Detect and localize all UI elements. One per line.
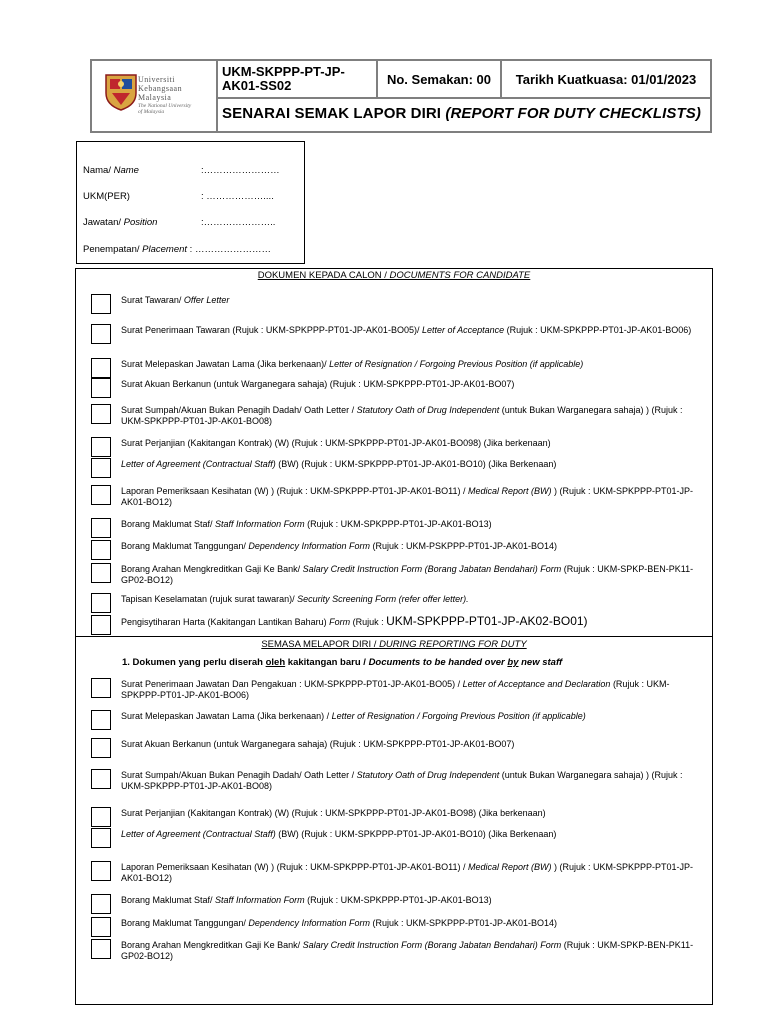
section-reporting-title: SEMASA MELAPOR DIRI / DURING REPORTING FOR DUTY bbox=[261, 639, 527, 650]
checkbox[interactable] bbox=[91, 437, 111, 457]
checkbox[interactable] bbox=[91, 828, 111, 848]
section-divider bbox=[76, 636, 712, 637]
title-malay: SENARAI SEMAK LAPOR DIRI bbox=[222, 105, 446, 122]
checkbox[interactable] bbox=[91, 378, 111, 398]
checklist-item-text: Letter of Agreement (Contractual Staff) (BW) (Rujuk : UKM-SPKPPP-PT01-JP-AK01-BO10) (Jika Berkenaan) bbox=[121, 829, 557, 839]
checklist-item-text: Surat Penerimaan Tawaran (Rujuk : UKM-SPKPPP-PT01-JP-AK01-BO05)/ Letter of Acceptance (Rujuk : UKM-SPKPPP-PT01-JP-AK01-BO06) bbox=[121, 325, 692, 335]
name-field[interactable]: :…………………… bbox=[201, 165, 280, 176]
checklist-item-text: Surat Melepaskan Jawatan Lama (Jika berkenaan) / Letter of Resignation / Forgoing Previous Position (if applicable) bbox=[121, 711, 586, 721]
checkbox[interactable] bbox=[91, 518, 111, 538]
checkbox[interactable] bbox=[91, 917, 111, 937]
checklist-item-text: Surat Perjanjian (Kakitangan Kontrak) (W) (Rujuk : UKM-SPKPPP-PT01-JP-AK01-BO098) (Jika berkenaan) bbox=[121, 438, 551, 448]
position-label: Jawatan/ Position bbox=[83, 217, 158, 228]
university-name: Universiti Kebangsaan Malaysia bbox=[138, 75, 183, 102]
checklist-item-text: Surat Perjanjian (Kakitangan Kontrak) (W) (Rujuk : UKM-SPKPPP-PT01-JP-AK01-BO98) (Jika berkenaan) bbox=[121, 808, 546, 818]
checklist-item-text: Borang Maklumat Tanggungan/ Dependency Information Form (Rujuk : UKM-SPKPPP-PT01-JP-AK01-BO14) bbox=[121, 918, 558, 928]
logo-cell bbox=[92, 61, 218, 131]
checklist-box bbox=[75, 268, 713, 1005]
checklist-item-text: Letter of Agreement (Contractual Staff) (BW) (Rujuk : UKM-SPKPPP-PT01-JP-AK01-BO10) (Jika Berkenaan) bbox=[121, 459, 557, 469]
title-english: (REPORT FOR DUTY CHECKLISTS) bbox=[445, 105, 701, 122]
checklist-item-text: Surat Akuan Berkanun (untuk Warganegara sahaja) (Rujuk : UKM-SPKPPP-PT01-JP-AK01-BO07) bbox=[121, 739, 515, 749]
checkbox[interactable] bbox=[91, 769, 111, 789]
checklist-item-text: Laporan Pemeriksaan Kesihatan (W) ) (Rujuk : UKM-SPKPPP-PT01-JP-AK01-BO11) / Medical Report (BW) ) (Rujuk : UKM-SPKPPP-PT01-JP-AK01-BO12) bbox=[121, 486, 694, 507]
checklist-item-text: Surat Melepaskan Jawatan Lama (Jika berkenaan)/ Letter of Resignation / Forgoing Previous Position (if applicable) bbox=[121, 359, 584, 369]
document-title bbox=[218, 99, 710, 131]
checklist-item-text: Borang Maklumat Staf/ Staff Information Form (Rujuk : UKM-SPKPPP-PT01-JP-AK01-BO13) bbox=[121, 895, 492, 905]
checkbox[interactable] bbox=[91, 807, 111, 827]
checklist-item-text: Surat Sumpah/Akuan Bukan Penagih Dadah/ Oath Letter / Statutory Oath of Drug Independent (untuk Bukan Warganegara sahaja) ) (Rujuk : UKM-SPKPPP-PT01-JP-AK01-BO08) bbox=[121, 770, 683, 791]
reporting-subheading: 1. Dokumen yang perlu diserah oleh kakitangan baru / Documents to be handed over by new staff bbox=[122, 657, 563, 668]
checkbox[interactable] bbox=[91, 939, 111, 959]
checklist-item-text: Surat Tawaran/ Offer Letter bbox=[121, 295, 230, 305]
checkbox[interactable] bbox=[91, 358, 111, 378]
checklist-item-text: Borang Maklumat Staf/ Staff Information Form (Rujuk : UKM-SPKPPP-PT01-JP-AK01-BO13) bbox=[121, 519, 492, 529]
checkbox[interactable] bbox=[91, 615, 111, 635]
checkbox[interactable] bbox=[91, 563, 111, 583]
checklist-item-text: Pengisytiharan Harta (Kakitangan Lantikan Baharu) Form (Rujuk : UKM-SPKPPP-PT01-JP-AK02-BO01) bbox=[121, 614, 588, 628]
effective-date: Tarikh Kuatkuasa: 01/01/2023 bbox=[502, 61, 710, 99]
checklist-item-text: Surat Akuan Berkanun (untuk Warganegara sahaja) (Rujuk : UKM-SPKPPP-PT01-JP-AK01-BO07) bbox=[121, 379, 515, 389]
checklist-item-text: Surat Penerimaan Jawatan Dan Pengakuan : UKM-SPKPPP-PT01-JP-AK01-BO05) / Letter of Acceptance and Declaration (Rujuk : UKM-SPKPPP-PT01-JP-AK01-BO06) bbox=[121, 679, 670, 700]
doc-code: UKM-SKPPP-PT-JP-AK01-SS02 bbox=[218, 61, 378, 99]
checkbox[interactable] bbox=[91, 894, 111, 914]
checkbox[interactable] bbox=[91, 294, 111, 314]
university-tagline: The National University of Malaysia bbox=[138, 103, 192, 115]
placement-field[interactable]: : …………………… bbox=[187, 244, 271, 255]
section-documents-title: DOKUMEN KEPADA CALON / DOCUMENTS FOR CANDIDATE bbox=[257, 270, 531, 281]
position-field[interactable]: :………………….. bbox=[201, 217, 276, 228]
name-label: Nama/ Name bbox=[83, 165, 139, 176]
checklist-item-text: Borang Maklumat Tanggungan/ Dependency Information Form (Rujuk : UKM-PSKPPP-PT01-JP-AK01-BO14) bbox=[121, 541, 558, 551]
checklist-item-text: Tapisan Keselamatan (rujuk surat tawaran)/ Security Screening Form (refer offer letter). bbox=[121, 594, 469, 604]
university-logo bbox=[102, 69, 212, 125]
personal-info-box bbox=[76, 141, 305, 264]
checkbox[interactable] bbox=[91, 861, 111, 881]
checklist-item-text: Laporan Pemeriksaan Kesihatan (W) ) (Rujuk : UKM-SPKPPP-PT01-JP-AK01-BO11) / Medical Report (BW) ) (Rujuk : UKM-SPKPPP-PT01-JP-AK01-BO12) bbox=[121, 862, 694, 883]
revision-number: No. Semakan: 00 bbox=[378, 61, 502, 99]
checkbox[interactable] bbox=[91, 593, 111, 613]
checkbox[interactable] bbox=[91, 738, 111, 758]
crest-icon bbox=[104, 71, 138, 111]
checklist-item-text: Borang Arahan Mengkreditkan Gaji Ke Bank/ Salary Credit Instruction Form (Borang Jabatan Bendahari) Form (Rujuk : UKM-SPKP-BEN-PK11-GP02-BO12) bbox=[121, 564, 694, 585]
ukm-per-label: UKM(PER) bbox=[83, 191, 130, 202]
checkbox[interactable] bbox=[91, 324, 111, 344]
checkbox[interactable] bbox=[91, 710, 111, 730]
checklist-item-text: Borang Arahan Mengkreditkan Gaji Ke Bank/ Salary Credit Instruction Form (Borang Jabatan Bendahari) Form (Rujuk : UKM-SPKP-BEN-PK11-GP02-BO12) bbox=[121, 940, 694, 961]
checkbox[interactable] bbox=[91, 404, 111, 424]
checkbox[interactable] bbox=[91, 485, 111, 505]
ukm-per-field[interactable]: : ……………….... bbox=[201, 191, 274, 202]
checkbox[interactable] bbox=[91, 458, 111, 478]
placement-label: Penempatan/ Placement : …………………… bbox=[83, 244, 271, 255]
document-header bbox=[90, 59, 712, 133]
checklist-item-text: Surat Sumpah/Akuan Bukan Penagih Dadah/ Oath Letter / Statutory Oath of Drug Independent (untuk Bukan Warganegara sahaja) ) (Rujuk : UKM-SPKPPP-PT01-JP-AK01-BO08) bbox=[121, 405, 683, 426]
checkbox[interactable] bbox=[91, 540, 111, 560]
checkbox[interactable] bbox=[91, 678, 111, 698]
